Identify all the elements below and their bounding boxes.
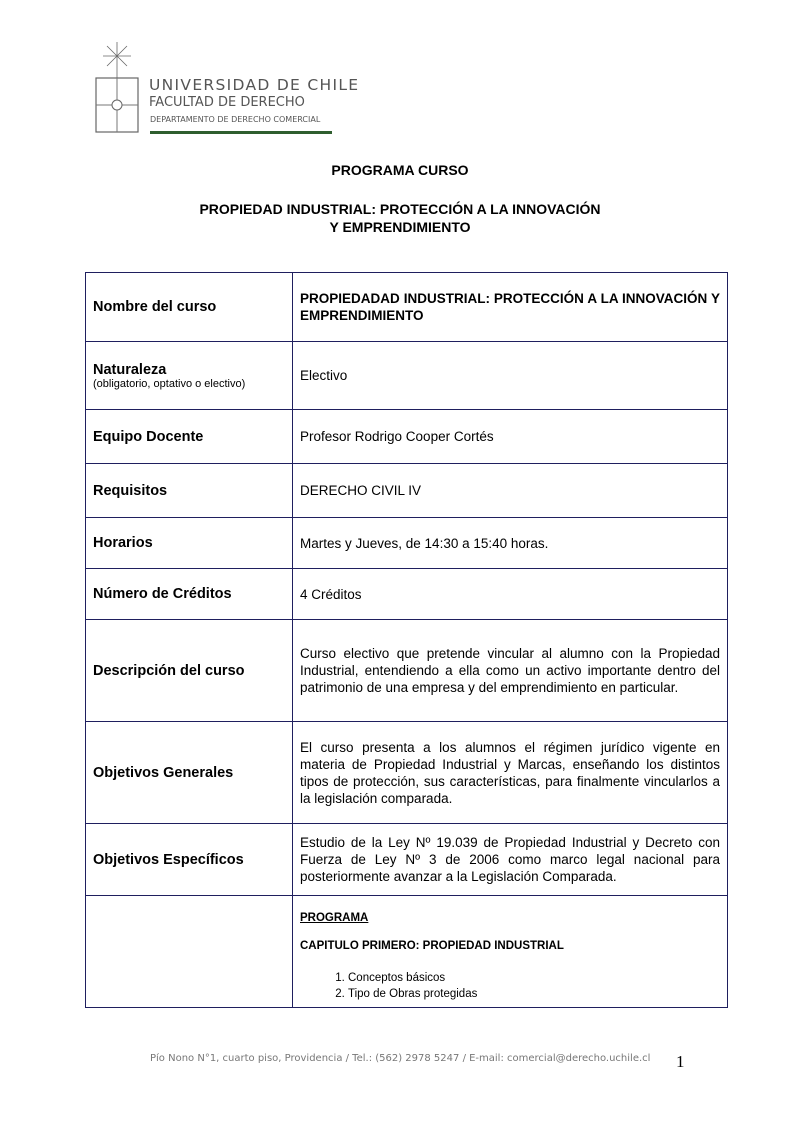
row-value: Curso electivo que pretende vincular al alumno con la Propiedad Industrial, entendiendo a ella como un activo importante dentro del patrimonio de una empresa y del emprendimiento en particular.: [293, 620, 728, 722]
header-rule: [150, 131, 332, 134]
table-row: [86, 342, 728, 410]
programa-cell: [293, 896, 728, 1008]
table-row: [86, 896, 728, 1008]
row-label: Objetivos Específicos: [86, 824, 293, 896]
row-value: Profesor Rodrigo Cooper Cortés: [293, 410, 728, 464]
row-value: El curso presenta a los alumnos el régimen jurídico vigente en materia de Propiedad Industrial y Marcas, enseñando los distintos tipos de protección, sus características, para finalmente vincularlos a la legislación comparada.: [293, 722, 728, 824]
table-row: [86, 824, 728, 896]
row-value: Martes y Jueves, de 14:30 a 15:40 horas.: [293, 518, 728, 569]
row-value: Estudio de la Ley Nº 19.039 de Propiedad Industrial y Decreto con Fuerza de Ley Nº 3 de 2006 como marco legal nacional para posteriormente avanzar a la Legislación Comparada.: [293, 824, 728, 896]
table-row: [86, 273, 728, 342]
row-value: DERECHO CIVIL IV: [293, 464, 728, 518]
document-title: PROGRAMA CURSO: [331, 162, 469, 178]
faculty-name: FACULTAD DE DERECHO: [149, 95, 305, 110]
footer-contact: Pío Nono N°1, cuarto piso, Providencia / Tel.: (562) 2978 5247 / E-mail: comercial@derecho.uchile.cl: [150, 1053, 651, 1064]
list-item: 2. Tipo de Obras protegidas: [348, 986, 720, 1002]
course-info-table: [85, 272, 728, 1008]
department-name: DEPARTAMENTO DE DERECHO COMERCIAL: [150, 115, 321, 124]
table-row: [86, 518, 728, 569]
row-label: Equipo Docente: [86, 410, 293, 464]
course-title-line1: PROPIEDAD INDUSTRIAL: PROTECCIÓN A LA INNOVACIÓN: [199, 201, 601, 217]
row-sublabel: (obligatorio, optativo o electivo): [93, 377, 246, 390]
row-label: Horarios: [86, 518, 293, 569]
row-value: PROPIEDADAD INDUSTRIAL: PROTECCIÓN A LA INNOVACIÓN Y EMPRENDIMIENTO: [293, 273, 728, 342]
topic-list: [300, 970, 720, 1002]
table-row: [86, 722, 728, 824]
university-seal-logo: [94, 40, 140, 134]
row-label: Número de Créditos: [86, 569, 293, 620]
label-text: Naturaleza: [93, 361, 167, 378]
row-label: [86, 342, 293, 410]
table-row: [86, 620, 728, 722]
row-value: 4 Créditos: [293, 569, 728, 620]
row-label: Nombre del curso: [86, 273, 293, 342]
row-label: Objetivos Generales: [86, 722, 293, 824]
course-title-line2: Y EMPRENDIMIENTO: [329, 219, 471, 235]
row-label: Requisitos: [86, 464, 293, 518]
row-value: Electivo: [293, 342, 728, 410]
chapter-heading: CAPITULO PRIMERO: PROPIEDAD INDUSTRIAL: [300, 940, 564, 952]
page-number: 1: [676, 1052, 685, 1071]
row-label: Descripción del curso: [86, 620, 293, 722]
empty-cell: [86, 896, 293, 1008]
table-row: [86, 569, 728, 620]
programa-heading: PROGRAMA: [300, 912, 369, 924]
table-row: [86, 410, 728, 464]
table-row: [86, 464, 728, 518]
list-item: 1. Conceptos básicos: [348, 970, 720, 986]
university-name: UNIVERSIDAD DE CHILE: [149, 76, 360, 94]
